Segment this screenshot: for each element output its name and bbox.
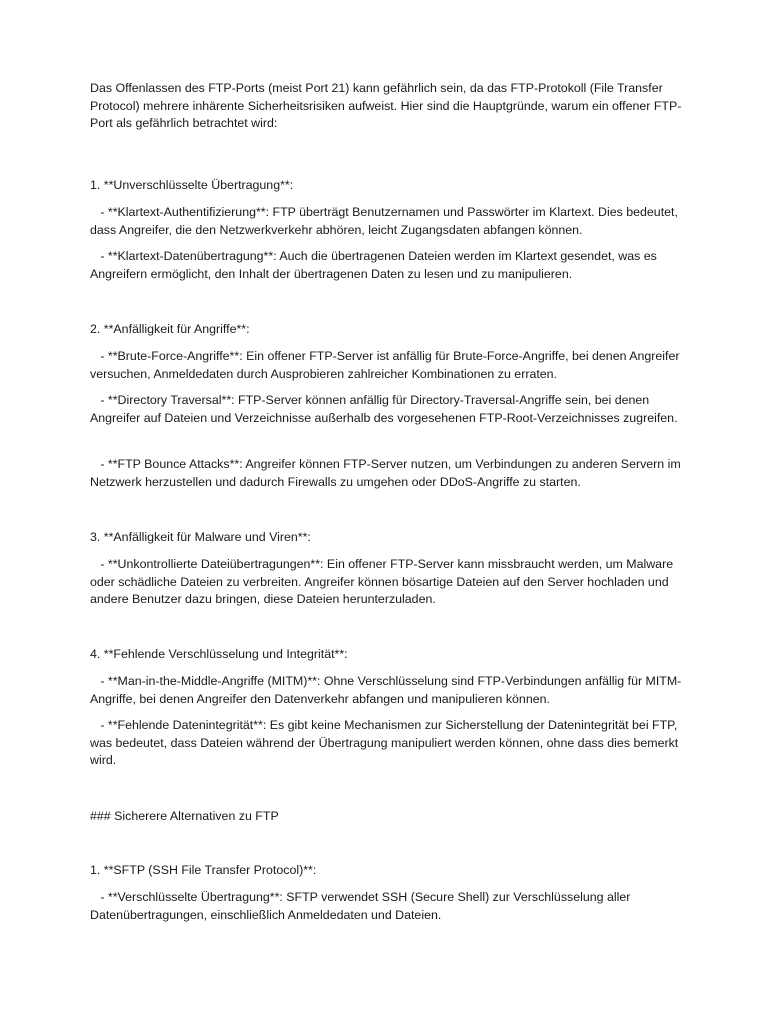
section-4-item-2-text: - **Fehlende Datenintegrität**: Es gibt keine Mechanismen zur Sicherstellung der Datenintegrität bei FTP, was bedeutet, dass Dateien während der Übertragung manipuliert werden können, ohne dass dies bemerkt wird. [90,718,679,767]
section-3-item-1-text: - **Unkontrollierte Dateiübertragungen**: Ein offener FTP-Server kann missbraucht werden, um Malware oder schädliche Dateien zu verbreiten. Angreifer können bösartige Dateien auf den Server hochladen und andere Benutzer dazu bringen, diese Dateien herunterzuladen. [90,557,674,606]
section-2-item-1 [90,348,690,383]
section-1-item-1 [90,204,690,239]
alternative-1-heading: 1. **SFTP (SSH File Transfer Protocol)**: [90,863,317,877]
section-4-heading: 4. **Fehlende Verschlüsselung und Integrität**: [90,647,348,661]
alternative-1-item-1-text: - **Verschlüsselte Übertragung**: SFTP verwendet SSH (Secure Shell) zur Verschlüsselung aller Datenübertragungen, einschließlich Anmeldedaten und Dateien. [90,890,631,922]
section-1-item-2 [90,248,690,283]
section-2-item-3 [90,456,690,491]
intro-paragraph: Das Offenlassen des FTP-Ports (meist Port 21) kann gefährlich sein, da das FTP-Protokoll (File Transfer Protocol) mehrere inhärente Sicherheitsrisiken aufweist. Hier sind die Hauptgründe, warum ein offener FTP-Port als gefährlich betrachtet wird: [90,81,682,130]
alternative-1-item-1 [90,889,690,924]
section-2-item-2-text: - **Directory Traversal**: FTP-Server können anfällig für Directory-Traversal-Angriffe sein, bei denen Angreifer auf Dateien und Verzeichnisse außerhalb des vorgesehenen FTP-Root-Verzeichnisses zugreifen. [90,393,678,425]
alternatives-heading: ### Sicherere Alternativen zu FTP [90,809,279,823]
section-4-item-1 [90,673,690,708]
section-1-heading: 1. **Unverschlüsselte Übertragung**: [90,178,294,192]
section-2-item-3-text: - **FTP Bounce Attacks**: Angreifer können FTP-Server nutzen, um Verbindungen zu anderen Servern im Netzwerk herzustellen und dadurch Firewalls zu umgehen oder DDoS-Angriffe zu starten. [90,457,681,489]
section-1-item-2-text: - **Klartext-Datenübertragung**: Auch die übertragenen Dateien werden im Klartext gesendet, was es Angreifern ermöglicht, den Inhalt der übertragenen Daten zu lesen und zu manipulieren. [90,249,657,281]
section-4-item-1-text: - **Man-in-the-Middle-Angriffe (MITM)**: Ohne Verschlüsselung sind FTP-Verbindungen anfällig für MITM-Angriffe, bei denen Angreifer den Datenverkehr abfangen und manipulieren können. [90,674,682,706]
section-3-heading: 3. **Anfälligkeit für Malware und Viren**: [90,530,311,544]
section-2-item-2 [90,392,690,427]
section-2-item-1-text: - **Brute-Force-Angriffe**: Ein offener FTP-Server ist anfällig für Brute-Force-Angriffe, bei denen Angreifer versuchen, Anmeldedaten durch Ausprobieren zahlreicher Kombinationen zu erraten. [90,349,680,381]
section-2-heading: 2. **Anfälligkeit für Angriffe**: [90,322,250,336]
section-1-item-1-text: - **Klartext-Authentifizierung**: FTP überträgt Benutzernamen und Passwörter im Klartext. Dies bedeutet, dass Angreifer, die den Netzwerkverkehr abhören, leicht Zugangsdaten abfangen können. [90,205,678,237]
section-4-item-2 [90,717,690,770]
section-3-item-1 [90,556,690,609]
